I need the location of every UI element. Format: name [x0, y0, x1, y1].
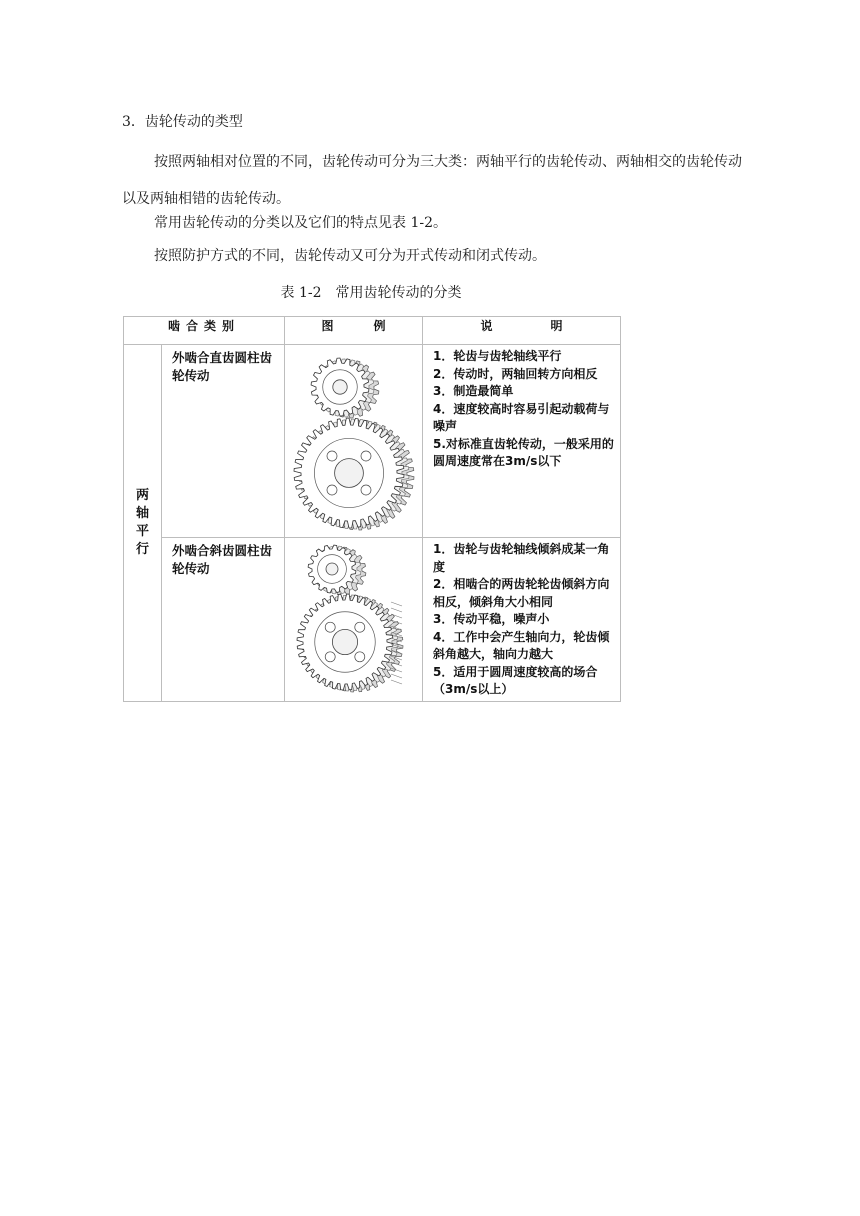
figure-cell [285, 345, 423, 538]
group-label-cell [124, 345, 162, 702]
description-item: 5．适用于圆周速度较高的场合（3m/s以上） [433, 664, 598, 696]
spur-gear-pair-icon [285, 351, 422, 531]
table-caption [122, 283, 620, 303]
type-name-cell: 外啮合斜齿圆柱齿轮传动 [162, 538, 285, 702]
description-item: 2．传动时，两轴回转方向相反 [433, 366, 598, 381]
header-description: 说 明 [423, 317, 621, 345]
description-item: 4．工作中会产生轴向力，轮齿倾斜角越大，轴向力越大 [433, 629, 610, 661]
description-item: 5.对标准直齿轮传动，一般采用的圆周速度常在3m/s以下 [433, 436, 614, 468]
paragraph-table-reference: 常用齿轮传动的分类以及它们的特点见表 1-2。 [154, 215, 447, 231]
figure-cell [285, 538, 423, 702]
description-item: 2．相啮合的两齿轮轮齿倾斜方向相反，倾斜角大小相同 [433, 577, 610, 609]
description-item: 3．传动平稳，噪声小 [433, 612, 550, 626]
description-cell [423, 538, 621, 702]
paragraph-protection-types: 按照防护方式的不同，齿轮传动又可分为开式传动和闭式传动。 [154, 248, 546, 264]
section-heading: 3．齿轮传动的类型 [122, 114, 243, 130]
header-figure: 图 例 [285, 317, 423, 345]
description-item: 1．轮齿与齿轮轴线平行 [433, 349, 562, 363]
header-mesh-type: 啮合类别 [124, 317, 285, 345]
table-row [124, 538, 621, 702]
description-item: 4．速度较高时容易引起动载荷与噪声 [433, 401, 610, 433]
table-caption-title: 常用齿轮传动的分类 [335, 285, 462, 301]
gear-classification-table [123, 316, 621, 702]
table-caption-number: 表 1-2 [280, 285, 322, 301]
paragraph-shaft-positions: 按照两轴相对位置的不同，齿轮传动可分为三大类：两轴平行的齿轮传动、两轴相交的齿轮传动以及两轴相错的齿轮传动。 [122, 154, 742, 207]
description-item: 3．制造最简单 [433, 384, 514, 398]
table-row [124, 345, 621, 538]
helical-gear-pair-icon [285, 544, 422, 694]
description-cell [423, 345, 621, 538]
table-header-row [124, 317, 621, 345]
group-label: 两轴平行 [135, 488, 149, 557]
type-name-cell: 外啮合直齿圆柱齿轮传动 [162, 345, 285, 538]
description-item: 1．齿轮与齿轮轴线倾斜成某一角度 [433, 542, 610, 574]
